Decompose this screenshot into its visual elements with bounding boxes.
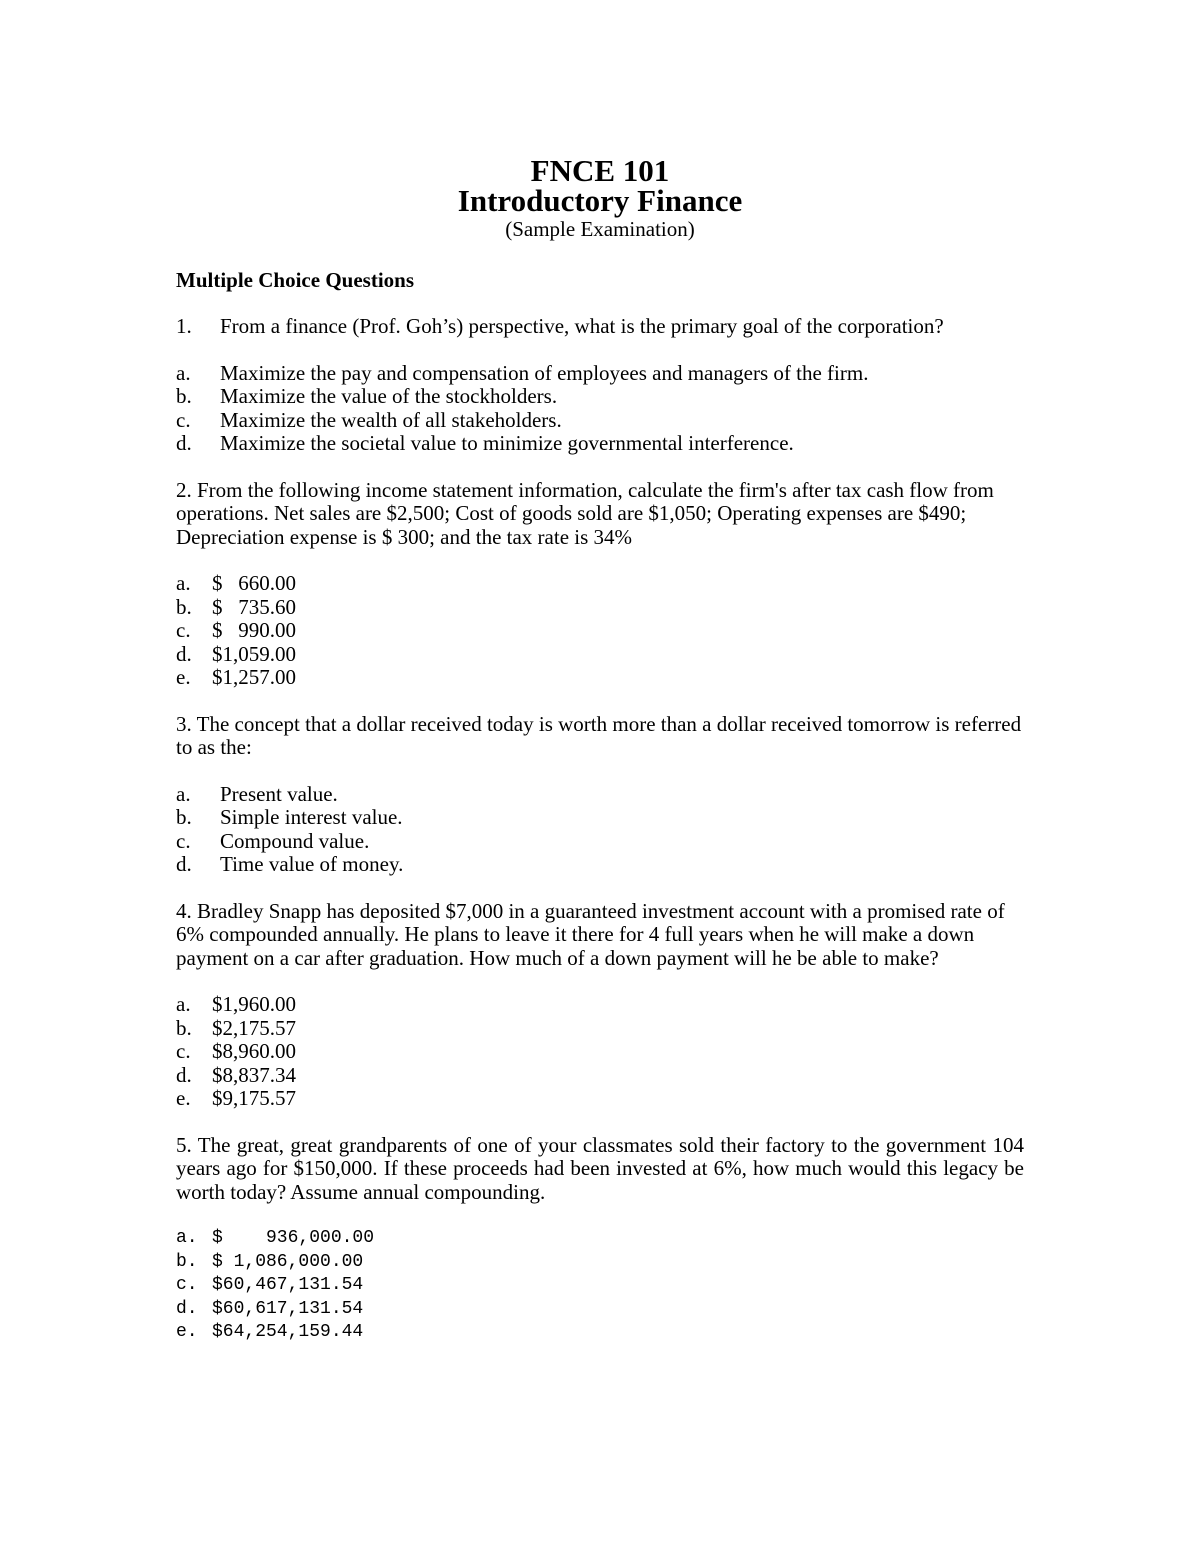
answer-option[interactable]: [176, 362, 1024, 386]
option-text: $2,175.57: [212, 1015, 296, 1040]
option-text: $ 990.00: [212, 618, 296, 642]
answer-option[interactable]: [176, 643, 1024, 667]
option-letter: d.: [176, 641, 192, 666]
question-body: The concept that a dollar received today is worth more than a dollar received tomorrow is referred to as the:: [176, 711, 1022, 759]
option-text: $9,175.57: [212, 1086, 296, 1110]
option-text: Maximize the value of the stockholders.: [220, 384, 558, 408]
answer-option[interactable]: [176, 432, 1024, 456]
answer-option[interactable]: [176, 666, 1024, 690]
option-text: $ 735.60: [212, 594, 296, 619]
option-text: Time value of money.: [220, 852, 404, 876]
answer-option[interactable]: [176, 830, 1024, 854]
option-text: $ 936,000.00: [212, 1228, 375, 1248]
question-number: 4.: [176, 898, 192, 923]
page-title: Introductory Finance: [457, 183, 743, 218]
option-text: $1,059.00: [212, 641, 296, 666]
option-letter: a.: [176, 992, 191, 1016]
option-letter: e.: [176, 1322, 198, 1342]
answer-option[interactable]: [176, 1298, 1024, 1322]
option-text: Maximize the societal value to minimize governmental interference.: [220, 431, 794, 455]
question-4: [176, 900, 1024, 1111]
question-number: 3.: [176, 711, 192, 736]
option-text: Compound value.: [220, 828, 370, 853]
option-text: Maximize the pay and compensation of employees and managers of the firm.: [220, 360, 869, 385]
question-1: [176, 315, 1024, 456]
option-letter: c.: [176, 407, 191, 432]
answer-option[interactable]: [176, 806, 1024, 830]
question-3: [176, 713, 1024, 877]
option-letter: b.: [176, 805, 192, 829]
answer-option[interactable]: [176, 853, 1024, 877]
option-text: $1,960.00: [212, 992, 296, 1016]
option-text: $60,467,131.54: [212, 1275, 364, 1295]
option-letter: d.: [176, 1298, 198, 1319]
question-text: [176, 479, 1024, 550]
question-body: From a finance (Prof. Goh’s) perspective, what is the primary goal of the corporation?: [220, 314, 944, 338]
answer-option[interactable]: [176, 1227, 1024, 1251]
option-text: Present value.: [220, 781, 338, 806]
answer-options: [176, 1227, 1024, 1345]
option-letter: d.: [176, 1062, 192, 1087]
answer-option[interactable]: [176, 596, 1024, 620]
question-5: [176, 1134, 1024, 1345]
answer-option[interactable]: [176, 385, 1024, 409]
option-letter: b.: [176, 384, 192, 408]
answer-option[interactable]: [176, 1251, 1024, 1275]
answer-option[interactable]: [176, 572, 1024, 596]
question-number: 2.: [176, 477, 192, 502]
option-letter: a.: [176, 571, 191, 595]
option-letter: a.: [176, 360, 191, 385]
section-heading: Multiple Choice Questions: [176, 268, 415, 292]
answer-option[interactable]: [176, 619, 1024, 643]
question-body: The great, great grandparents of one of your classmates sold their factory to the government 104 years ago for $150,000. If these proceeds had been invested at 6%, how much would this legacy be worth today? Assume annual compounding.: [176, 1132, 1024, 1204]
option-text: $64,254,159.44: [212, 1322, 364, 1342]
page-subtitle: (Sample Examination): [505, 217, 695, 241]
answer-option[interactable]: [176, 783, 1024, 807]
answer-options: [176, 783, 1024, 877]
question-2: [176, 479, 1024, 690]
answer-option[interactable]: [176, 1064, 1024, 1088]
answer-option[interactable]: [176, 1040, 1024, 1064]
option-letter: a.: [176, 781, 191, 806]
option-letter: b.: [176, 1251, 198, 1272]
exam-header: [176, 153, 1024, 242]
question-body: From the following income statement information, calculate the firm's after tax cash flow from operations. Net sales are $2,500; Cost of goods sold are $1,050; Operating expenses are $490; Depreciation expense is $ 300; and the tax rate is 34%: [176, 477, 994, 549]
question-text: [176, 713, 1024, 760]
option-letter: d.: [176, 431, 192, 455]
option-letter: b.: [176, 594, 192, 619]
course-code: FNCE 101: [530, 153, 670, 188]
option-letter: b.: [176, 1015, 192, 1040]
option-text: $8,960.00: [212, 1039, 296, 1063]
option-letter: c.: [176, 1275, 198, 1295]
question-body: Bradley Snapp has deposited $7,000 in a guaranteed investment account with a promised rate of 6% compounded annually. He plans to leave it there for 4 full years when he will make a down payment on a car after graduation. How much of a down payment will he be able to make?: [176, 898, 1005, 970]
option-text: $ 660.00: [212, 571, 296, 595]
option-letter: d.: [176, 852, 192, 876]
option-text: $8,837.34: [212, 1062, 296, 1087]
exam-page: [176, 150, 1024, 1345]
option-letter: e.: [176, 1086, 191, 1110]
question-number: 5.: [176, 1132, 192, 1157]
option-letter: c.: [176, 618, 191, 642]
option-text: $1,257.00: [212, 665, 296, 689]
option-letter: e.: [176, 665, 191, 689]
question-text: [176, 900, 1024, 971]
question-text: [176, 315, 1024, 339]
option-letter: c.: [176, 828, 191, 853]
answer-option[interactable]: [176, 1274, 1024, 1298]
question-text: [176, 1134, 1024, 1205]
question-number: 1.: [176, 314, 192, 338]
answer-option[interactable]: [176, 993, 1024, 1017]
answer-options: [176, 572, 1024, 690]
option-text: Maximize the wealth of all stakeholders.: [220, 407, 562, 432]
option-letter: c.: [176, 1039, 191, 1063]
option-text: Simple interest value.: [220, 805, 403, 829]
answer-option[interactable]: [176, 1321, 1024, 1345]
option-text: $ 1,086,000.00: [212, 1251, 364, 1272]
option-text: $60,617,131.54: [212, 1298, 364, 1319]
answer-option[interactable]: [176, 1087, 1024, 1111]
answer-options: [176, 993, 1024, 1111]
answer-option[interactable]: [176, 409, 1024, 433]
answer-options: [176, 362, 1024, 456]
answer-option[interactable]: [176, 1017, 1024, 1041]
option-letter: a.: [176, 1228, 198, 1248]
